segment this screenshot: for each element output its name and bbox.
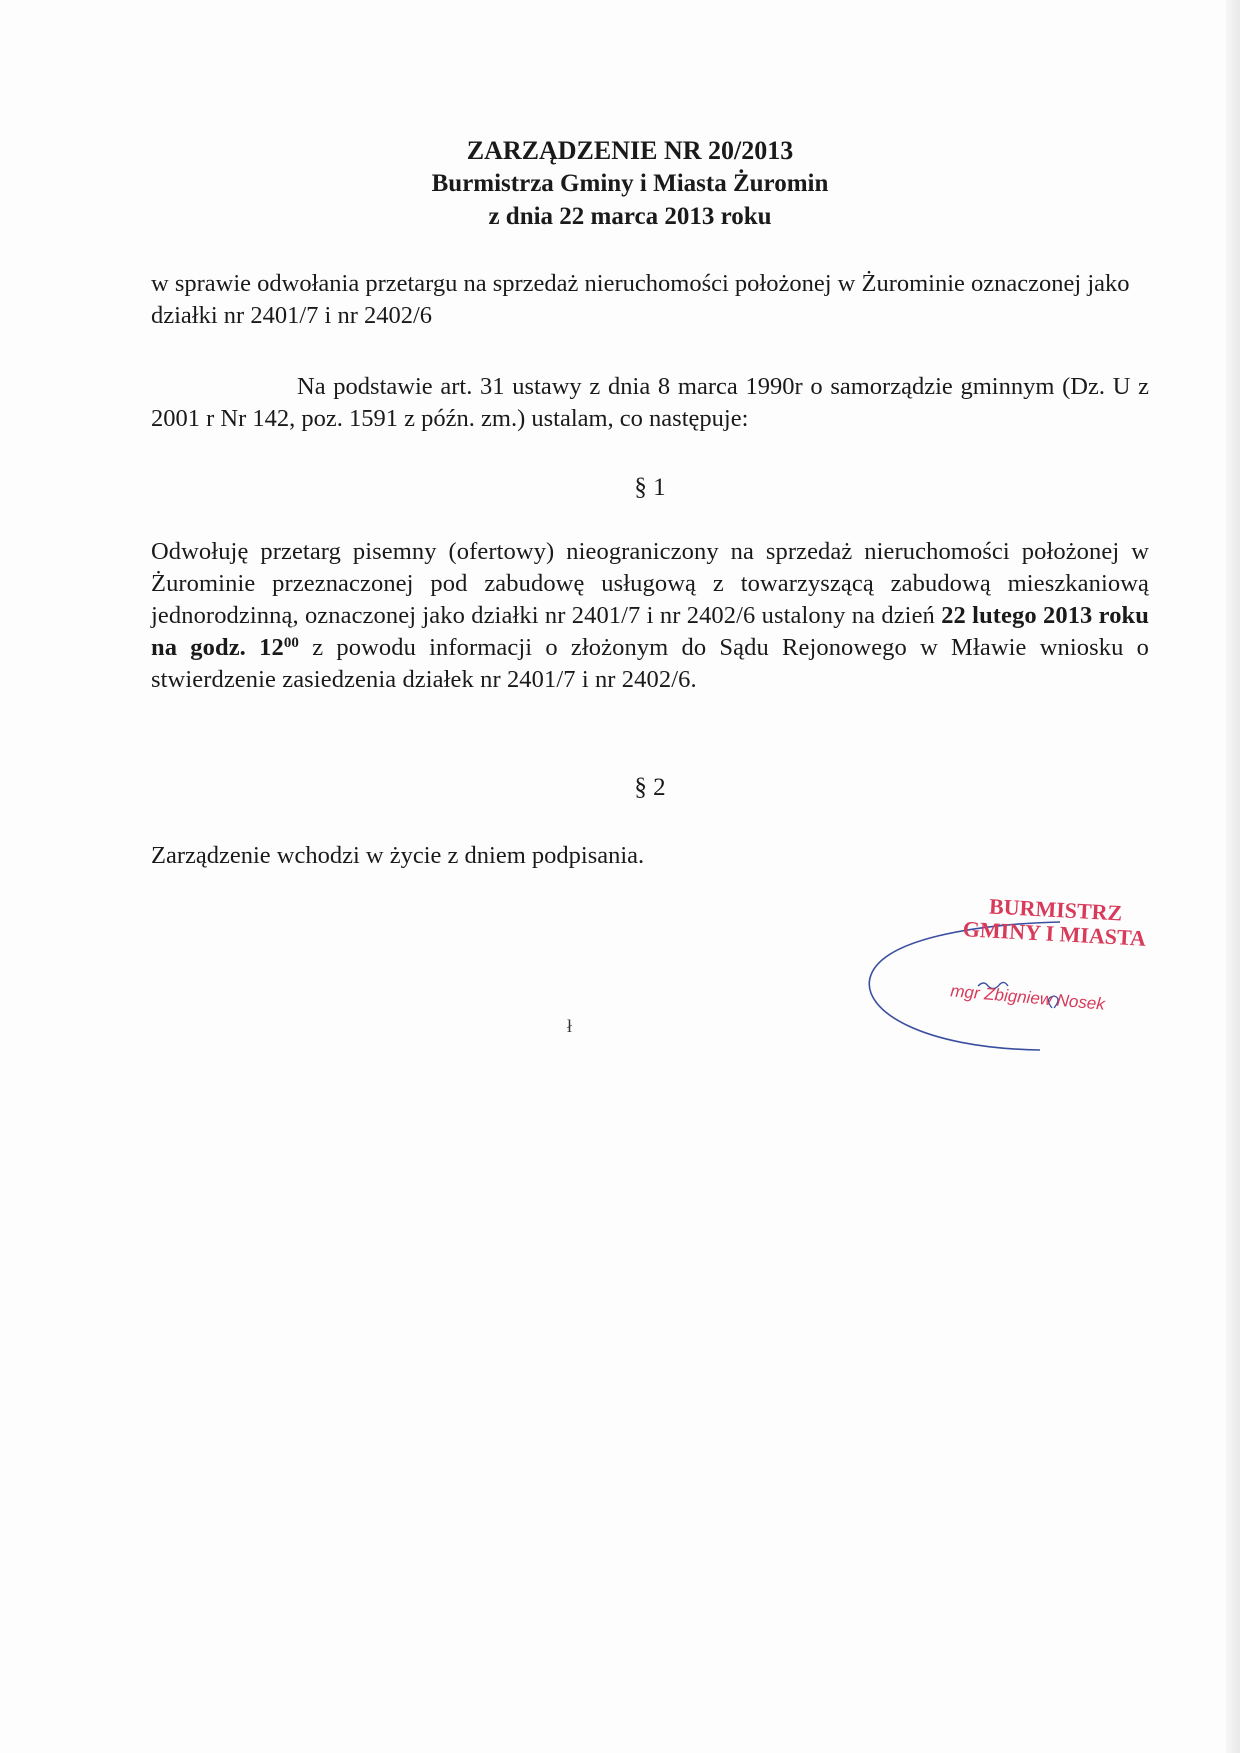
subject-paragraph: w sprawie odwołania przetargu na sprzedaż nieruchomości położonej w Żurominie oznaczonej jako działki nr 2401/7 i nr 2402/6 (151, 270, 1130, 329)
legal-basis-text: Na podstawie art. 31 ustawy z dnia 8 marca 1990r o samorządzie gminnym (Dz. U z 2001 r Nr 142, poz. 1591 z późn. zm.) ustalam, co następuje: (151, 373, 1149, 432)
section-2-paragraph: Zarządzenie wchodzi w życie z dniem podpisania. (151, 842, 645, 869)
hour-value: 12 (259, 634, 284, 661)
section-2-heading: § 2 (634, 774, 666, 801)
mayor-stamp (860, 893, 1160, 1058)
page-edge-shadow (1226, 0, 1240, 1753)
section-1-heading: § 1 (634, 474, 666, 501)
stray-mark: ł (567, 1016, 573, 1036)
issue-date: z dnia 22 marca 2013 roku (488, 203, 772, 230)
section-1-text-after: z powodu informacji o złożonym do Sądu Rejonowego w Mławie wniosku o stwierdzenie zasiedzenia działek nr 2401/7 i nr 2402/6. (151, 634, 1149, 693)
section-1-text-before: Odwołuję przetarg pisemny (ofertowy) nieograniczony na sprzedaż nieruchomości położonej w Żurominie przeznaczonej pod zabudowę usługową z towarzyszącą zabudową mieszkaniową jednorodzinną, oznaczonej jako działki nr 2401/7 i nr 2402/6 ustalony na dzień (151, 538, 1149, 629)
stamp-line-2: GMINY I MIASTA (962, 916, 1147, 951)
section-1-date: 22 lutego 2013 roku na godz. (151, 602, 1149, 661)
legal-basis-paragraph (151, 371, 1149, 435)
section-1-paragraph (151, 536, 1149, 696)
section-1-hour (259, 634, 299, 661)
minutes-value: 00 (283, 635, 300, 651)
ordinance-number: ZARZĄDZENIE NR 20/2013 (466, 136, 794, 165)
document-header (0, 134, 1240, 233)
stamp-line-1: BURMISTRZ (988, 893, 1123, 926)
issuer: Burmistrza Gminy i Miasta Żuromin (431, 170, 829, 197)
stamp-name: mgr Zbigniew Nosek (949, 981, 1106, 1014)
